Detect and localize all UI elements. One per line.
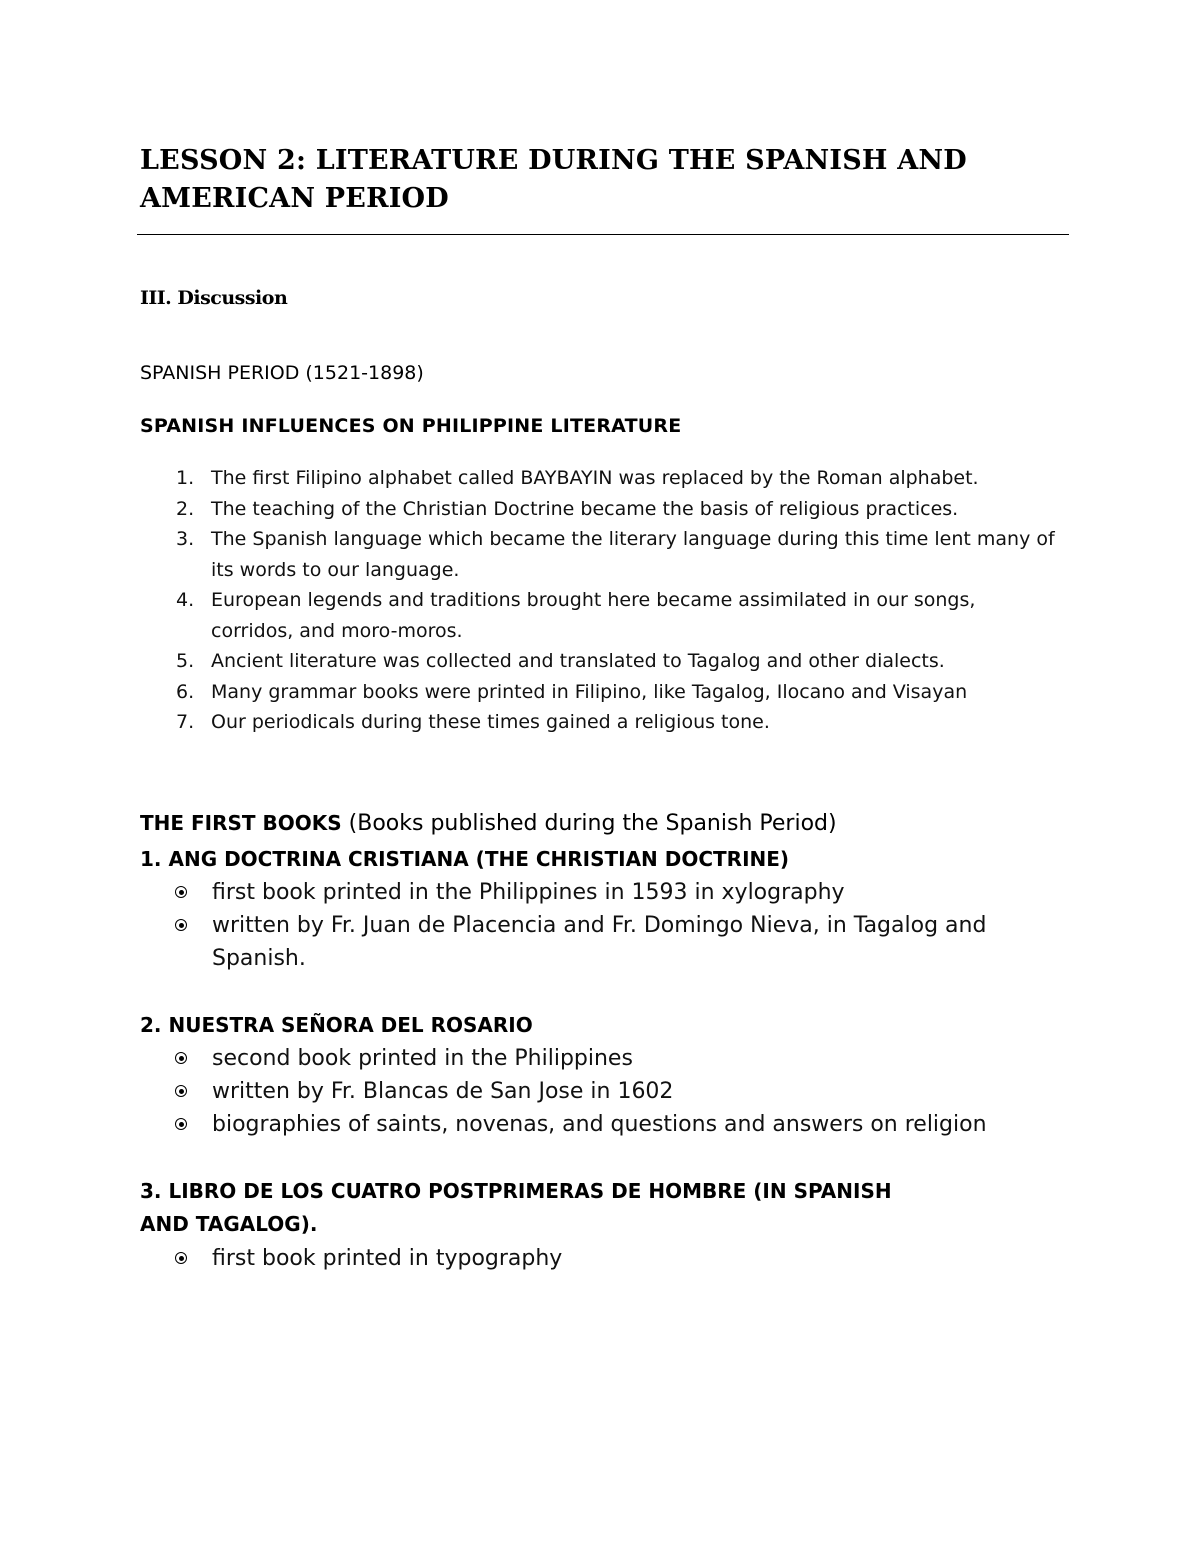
item-text: Ancient literature was collected and translated to Tagalog and other dialects.: [211, 650, 945, 672]
influence-item: [140, 646, 1060, 677]
bullet-icon: [175, 919, 187, 931]
first-books-label: THE FIRST BOOKS: [140, 811, 342, 835]
list-item: [140, 876, 1060, 909]
list-item: [140, 1242, 1060, 1275]
item-number: 5.: [176, 650, 195, 672]
book-title: 2. NUESTRA SEÑORA DEL ROSARIO: [140, 1013, 533, 1037]
item-text: The Spanish language which became the literary language during this time lent many of its words to our language.: [211, 528, 1055, 581]
item-text: The teaching of the Christian Doctrine became the basis of religious practices.: [211, 497, 959, 520]
first-books-heading: [140, 811, 837, 836]
influences-heading: SPANISH INFLUENCES ON PHILIPPINE LITERATURE: [140, 415, 682, 437]
item-number: 6.: [176, 680, 195, 703]
list-item: [140, 1075, 1060, 1108]
bullet-text: second book printed in the Philippines: [212, 1046, 633, 1071]
bullet-icon: [175, 1085, 187, 1097]
lesson-title: [140, 142, 1040, 218]
list-item: [140, 909, 1060, 975]
influences-list: [140, 463, 1060, 738]
influence-item: [140, 707, 1060, 738]
book-points: [140, 1242, 1060, 1275]
item-number: 3.: [176, 528, 195, 550]
bullet-text: written by Fr. Juan de Placencia and Fr. Domingo Nieva, in Tagalog and Spanish.: [212, 913, 987, 971]
item-text: European legends and traditions brought here became assimilated in our songs, corridos, and moro-moros.: [211, 589, 976, 642]
book-title: 1. ANG DOCTRINA CRISTIANA (THE CHRISTIAN DOCTRINE): [140, 847, 790, 871]
bullet-text: biographies of saints, novenas, and questions and answers on religion: [212, 1112, 987, 1137]
item-text: Many grammar books were printed in Filipino, like Tagalog, Ilocano and Visayan: [211, 680, 968, 703]
influence-item: [140, 585, 1060, 646]
book-title: 3. LIBRO DE LOS CUATRO POSTPRIMERAS DE HOMBRE (IN SPANISH AND TAGALOG).: [140, 1179, 892, 1236]
spanish-period-heading: SPANISH PERIOD (1521-1898): [140, 362, 424, 384]
bullet-icon: [175, 1052, 187, 1064]
item-number: 2.: [176, 497, 195, 520]
influence-item: [140, 677, 1060, 708]
lesson-title-line-2: AMERICAN PERIOD: [140, 183, 449, 214]
item-number: 1.: [176, 467, 195, 489]
bullet-icon: [175, 1252, 187, 1264]
section-heading: III. Discussion: [140, 287, 288, 309]
bullet-icon: [175, 886, 187, 898]
list-item: [140, 1042, 1060, 1075]
book-points: [140, 1042, 1060, 1141]
influence-item: [140, 494, 1060, 525]
lesson-title-line-1: LESSON 2: LITERATURE DURING THE SPANISH AND: [140, 145, 967, 176]
bullet-icon: [175, 1118, 187, 1130]
item-text: The first Filipino alphabet called BAYBAYIN was replaced by the Roman alphabet.: [211, 467, 979, 489]
bullet-text: written by Fr. Blancas de San Jose in 1602: [212, 1079, 674, 1104]
influence-item: [140, 524, 1060, 585]
list-item: [140, 1108, 1060, 1141]
bullet-text: first book printed in the Philippines in 1593 in xylography: [212, 880, 845, 905]
title-divider: [137, 234, 1069, 235]
influence-item: [140, 463, 1060, 494]
first-books-note: (Books published during the Spanish Period): [348, 811, 837, 836]
item-number: 7.: [176, 711, 195, 733]
bullet-text: first book printed in typography: [212, 1246, 563, 1271]
book-points: [140, 876, 1060, 975]
item-number: 4.: [176, 589, 195, 611]
item-text: Our periodicals during these times gained a religious tone.: [211, 711, 770, 733]
